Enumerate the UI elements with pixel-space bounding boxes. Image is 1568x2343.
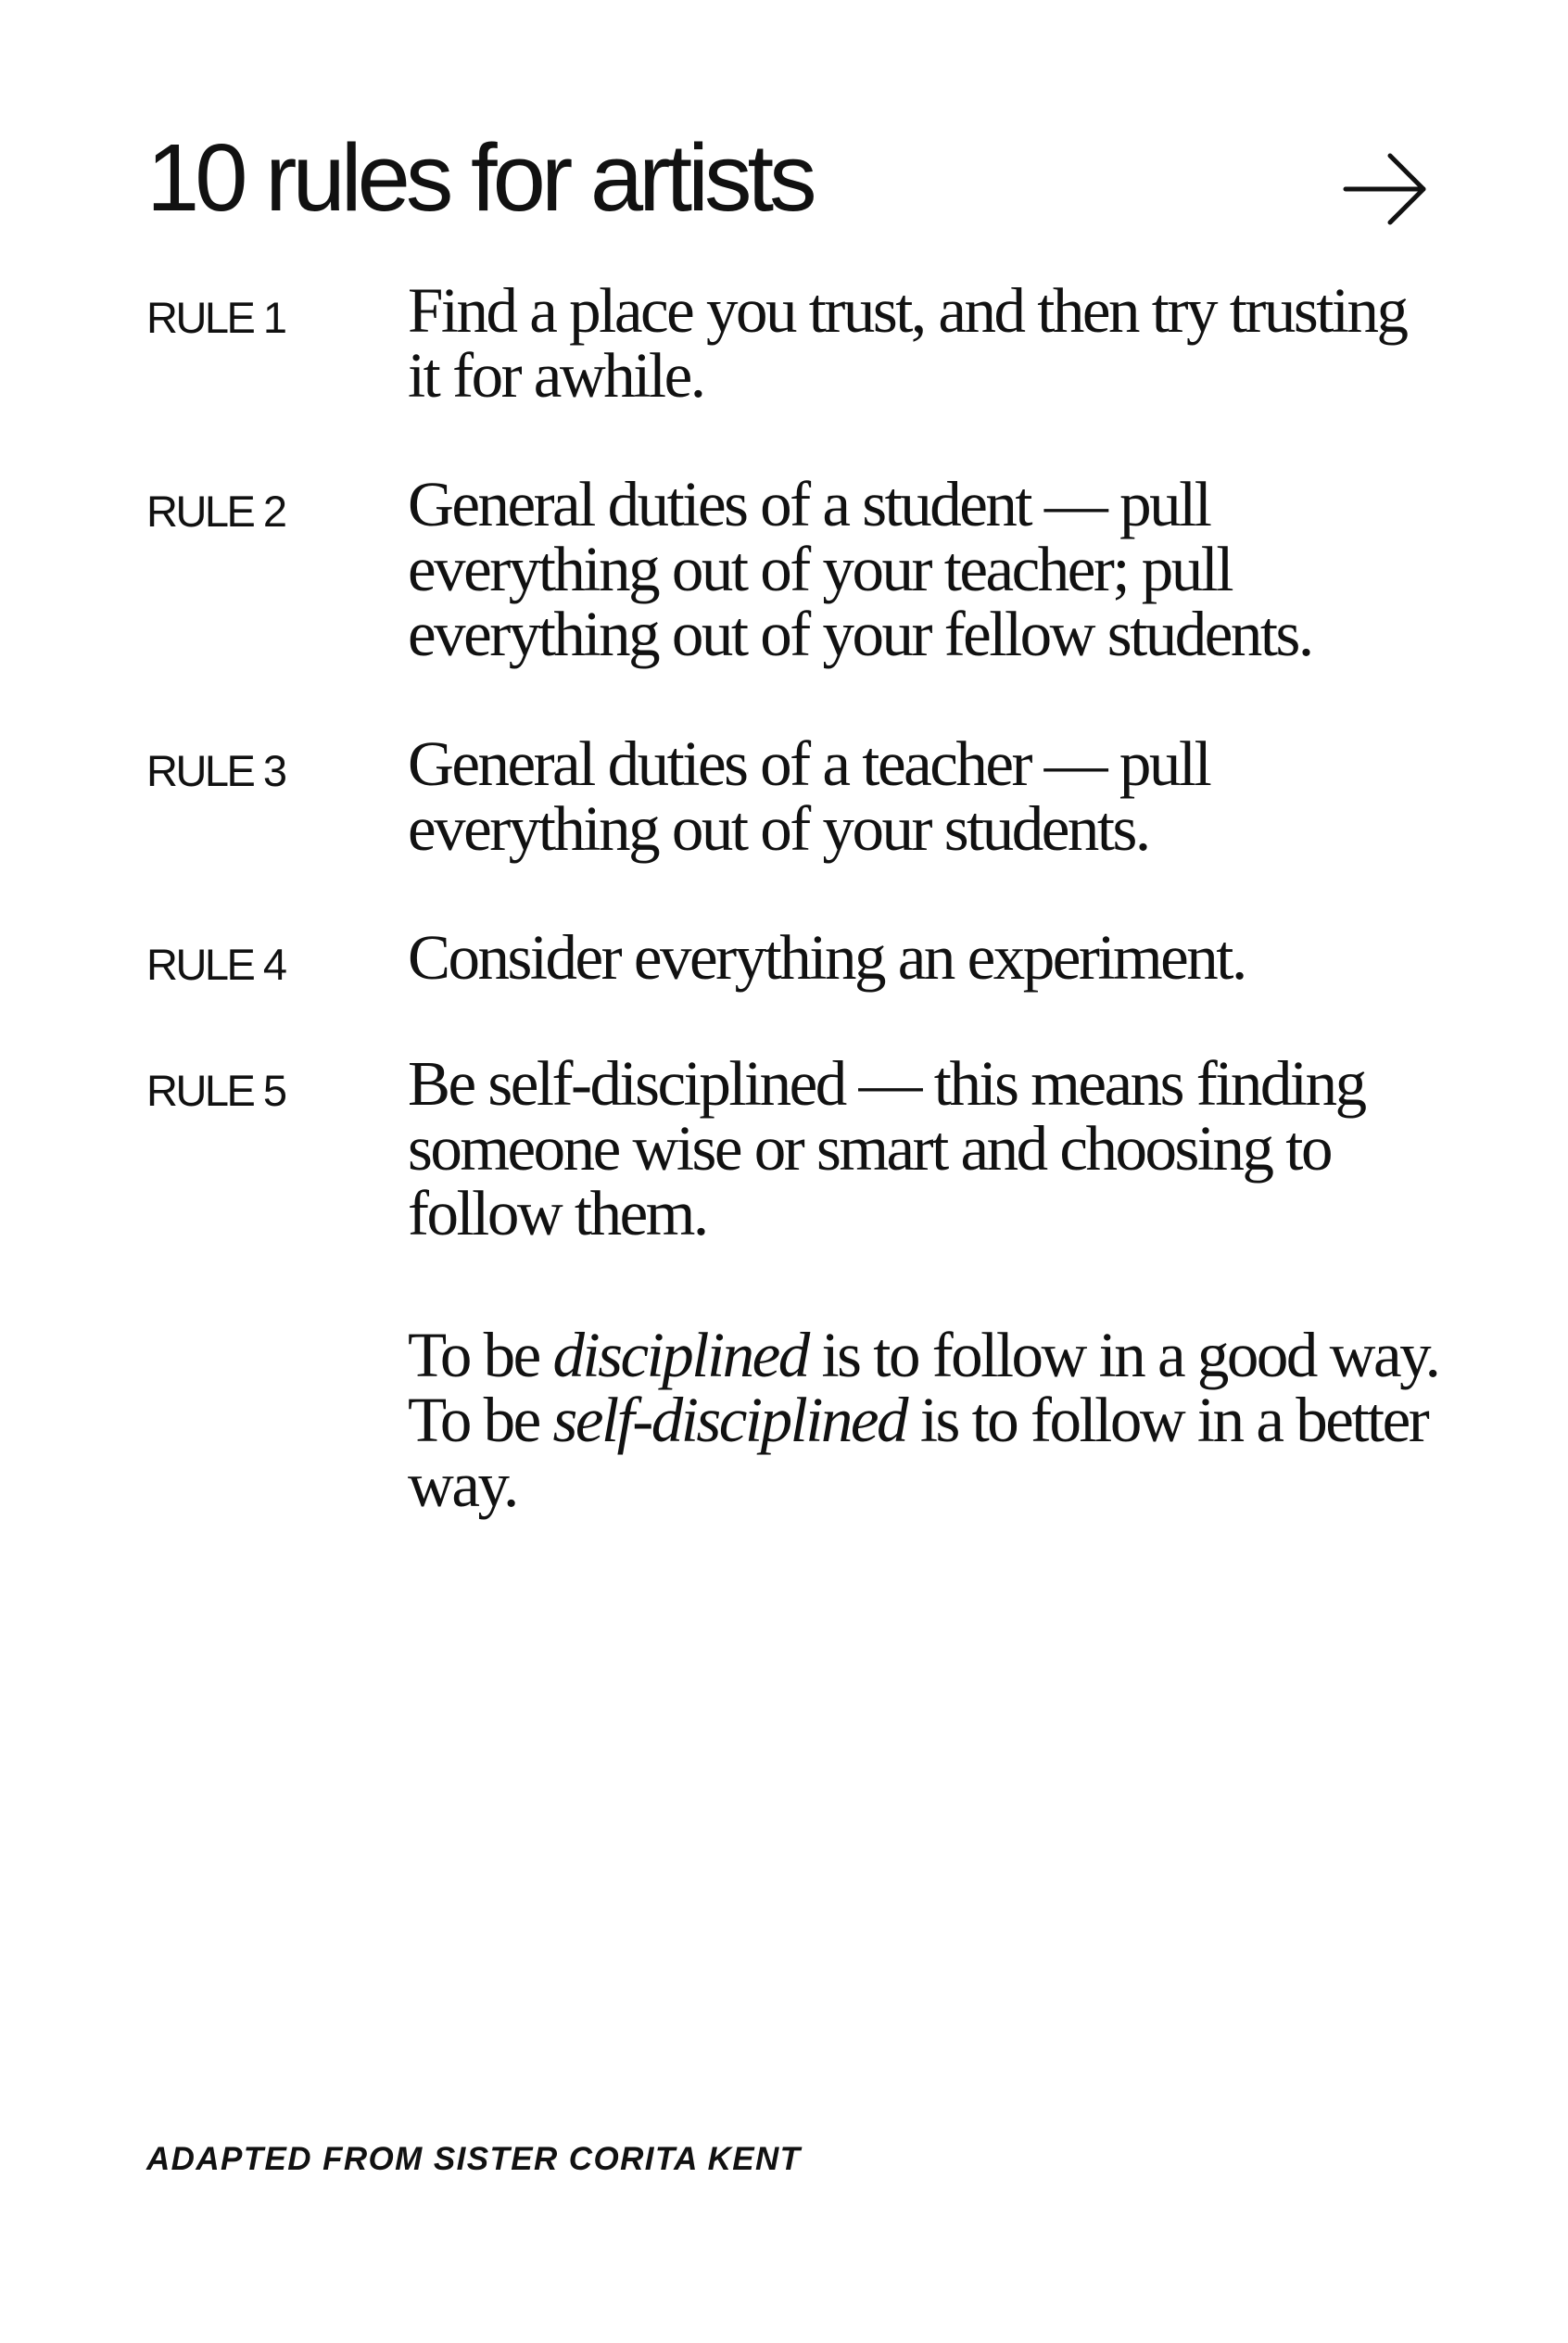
rule-label: RULE 2 [146, 487, 285, 536]
footer-credit: ADAPTED FROM SISTER CORITA KENT [146, 2141, 802, 2177]
rule-item [146, 728, 1444, 864]
rule-text: General duties of a teacher — pull everything out of your students. [408, 728, 1210, 864]
rule-item [146, 275, 1444, 411]
note-italic: self-disciplined [552, 1385, 907, 1455]
rule-text: Be self-disciplined — this means finding someone wise or smart and choosing to follow them. [408, 1048, 1365, 1248]
note-text: is to follow in a good way. To be [408, 1320, 1439, 1455]
note-italic: disciplined [552, 1320, 808, 1390]
rule-label: RULE 4 [146, 940, 285, 989]
rule-item [146, 1048, 1444, 1520]
rule-text: Consider everything an experiment. [408, 922, 1246, 993]
rule-text: General duties of a student — pull everything out of your teacher; pull everything out of your fellow students. [408, 469, 1312, 669]
rule-note [408, 1320, 1444, 1520]
rules-list [146, 275, 1444, 1520]
next-page-button[interactable] [1342, 152, 1429, 226]
rule-item [146, 469, 1444, 669]
page-title: 10 rules for artists [146, 124, 813, 231]
note-text: To be [408, 1320, 553, 1390]
rule-item [146, 922, 1444, 993]
rule-text: Find a place you trust, and then try trusting it for awhile. [408, 275, 1407, 411]
rule-label: RULE 3 [146, 746, 285, 795]
rule-label: RULE 1 [146, 293, 285, 342]
arrow-right-icon [1342, 152, 1429, 226]
note-text: is to follow in a better way. [408, 1385, 1428, 1520]
rule-label: RULE 5 [146, 1066, 285, 1115]
